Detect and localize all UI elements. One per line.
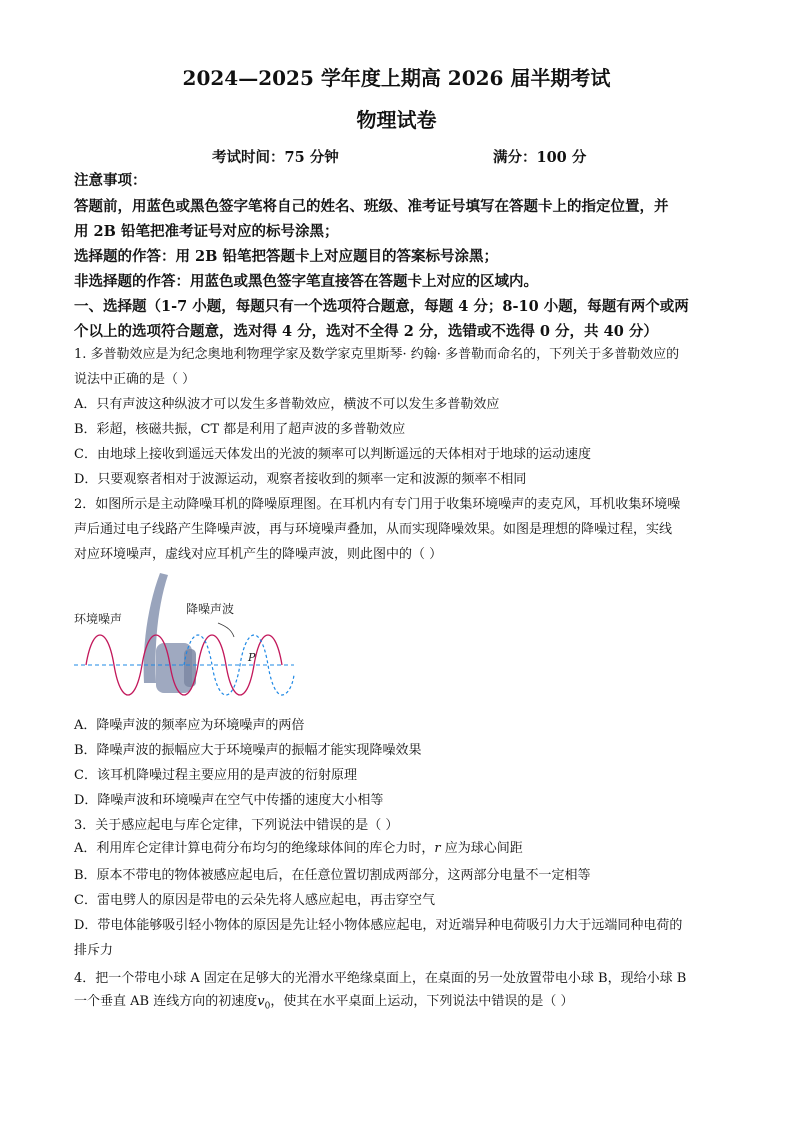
option-b: B．降噪声波的振幅应大于环境噪声的振幅才能实现降噪效果 <box>74 743 422 758</box>
exam-time: 考试时间：75 分钟 <box>212 149 339 166</box>
notice-line: 非选择题的作答：用蓝色或黑色签字笔直接答在答题卡上对应的区域内。 <box>74 273 538 290</box>
option-c: C．由地球上接收到遥远天体发出的光波的频率可以判断遥远的天体相对于地球的运动速度 <box>74 447 591 462</box>
option-c: C．雷电劈人的原因是带电的云朵先将人感应起电，再击穿空气 <box>74 893 435 908</box>
option-text: A．利用库仑定律计算电荷分布均匀的绝缘球体间的库仑力时， <box>74 841 435 856</box>
notice-line: 用 2B 铅笔把准考证号对应的标号涂黑； <box>74 223 339 240</box>
full-score: 满分：100 分 <box>493 149 587 166</box>
option-b: B．原本不带电的物体被感应起电后，在任意位置切割成两部分，这两部分电量不一定相等 <box>74 868 591 883</box>
subscript-zero: 0 <box>264 1001 271 1012</box>
stem-text: 一个垂直 AB 连线方向的初速度 <box>74 994 258 1009</box>
option-d: D．带电体能够吸引轻小物体的原因是先让轻小物体感应起电，对近端异种电荷吸引力大于远端同种电荷的 <box>74 918 683 933</box>
notice-line: 选择题的作答：用 2B 铅笔把答题卡上对应题目的答案标号涂黑； <box>74 248 498 265</box>
option-d: D．只要观察者相对于波源运动，观察者接收到的频率一定和波源的频率不相同 <box>74 472 527 487</box>
noise-cancelling-diagram <box>72 565 302 705</box>
exam-title: 2024—2025 学年度上期高 2026 届半期考试 <box>182 66 611 90</box>
question-stem: 对应环境噪声，虚线对应耳机产生的降噪声波，则此图中的（ ） <box>74 547 443 562</box>
label-anti-noise: 降噪声波 <box>186 602 235 616</box>
notice-heading: 注意事项： <box>74 172 147 189</box>
question-stem: 说法中正确的是（ ） <box>74 372 196 387</box>
question-stem <box>74 989 734 1020</box>
option-c: C．该耳机降噪过程主要应用的是声波的衍射原理 <box>74 768 357 783</box>
option-a: A．只有声波这种纵波才可以发生多普勒效应，横波不可以发生多普勒效应 <box>74 397 500 412</box>
option-d-continued: 排斥力 <box>74 943 114 958</box>
section-heading: 一、选择题（1-7 小题，每题只有一个选项符合题意，每题 4 分；8-10 小题，每题有两个或两 <box>74 298 689 315</box>
option-a <box>74 836 734 861</box>
question-stem: 3．关于感应起电与库仑定律，下列说法中错误的是（ ） <box>74 818 399 833</box>
option-a: A．降噪声波的频率应为环境噪声的两倍 <box>74 718 305 733</box>
question-stem: 1. 多普勒效应是为纪念奥地利物理学家及数学家克里斯琴· 约翰· 多普勒而命名的，下列关于多普勒效应的 <box>74 347 680 362</box>
option-text: 应为球心间距 <box>440 841 523 856</box>
label-point-p: P <box>248 651 256 664</box>
variable-v: v <box>257 994 265 1009</box>
notice-line: 答题前，用蓝色或黑色签字笔将自己的姓名、班级、准考证号填写在答题卡上的指定位置，并 <box>74 198 669 215</box>
label-environment-noise: 环境噪声 <box>74 612 123 626</box>
question-stem: 声后通过电子线路产生降噪声波，再与环境噪声叠加，从而实现降噪效果。如图是理想的降噪过程，实线 <box>74 522 673 537</box>
section-heading: 个以上的选项符合题意，选对得 4 分，选对不全得 2 分，选错或不选得 0 分，共 40 分） <box>74 323 658 340</box>
question-stem: 2．如图所示是主动降噪耳机的降噪原理图。在耳机内有专门用于收集环境噪声的麦克风，耳机收集环境噪 <box>74 497 681 512</box>
variable-r: r <box>434 841 441 856</box>
label-pointer <box>218 623 234 637</box>
option-d: D．降噪声波和环境噪声在空气中传播的速度大小相等 <box>74 793 384 808</box>
question-stem: 4．把一个带电小球 A 固定在足够大的光滑水平绝缘桌面上，在桌面的另一处放置带电小球 B，现给小球 B <box>74 971 687 986</box>
stem-text: ，使其在水平桌面上运动，下列说法中错误的是（ ） <box>270 994 574 1009</box>
subject-title: 物理试卷 <box>356 108 437 132</box>
option-b: B．彩超，核磁共振，CT 都是利用了超声波的多普勒效应 <box>74 422 406 437</box>
